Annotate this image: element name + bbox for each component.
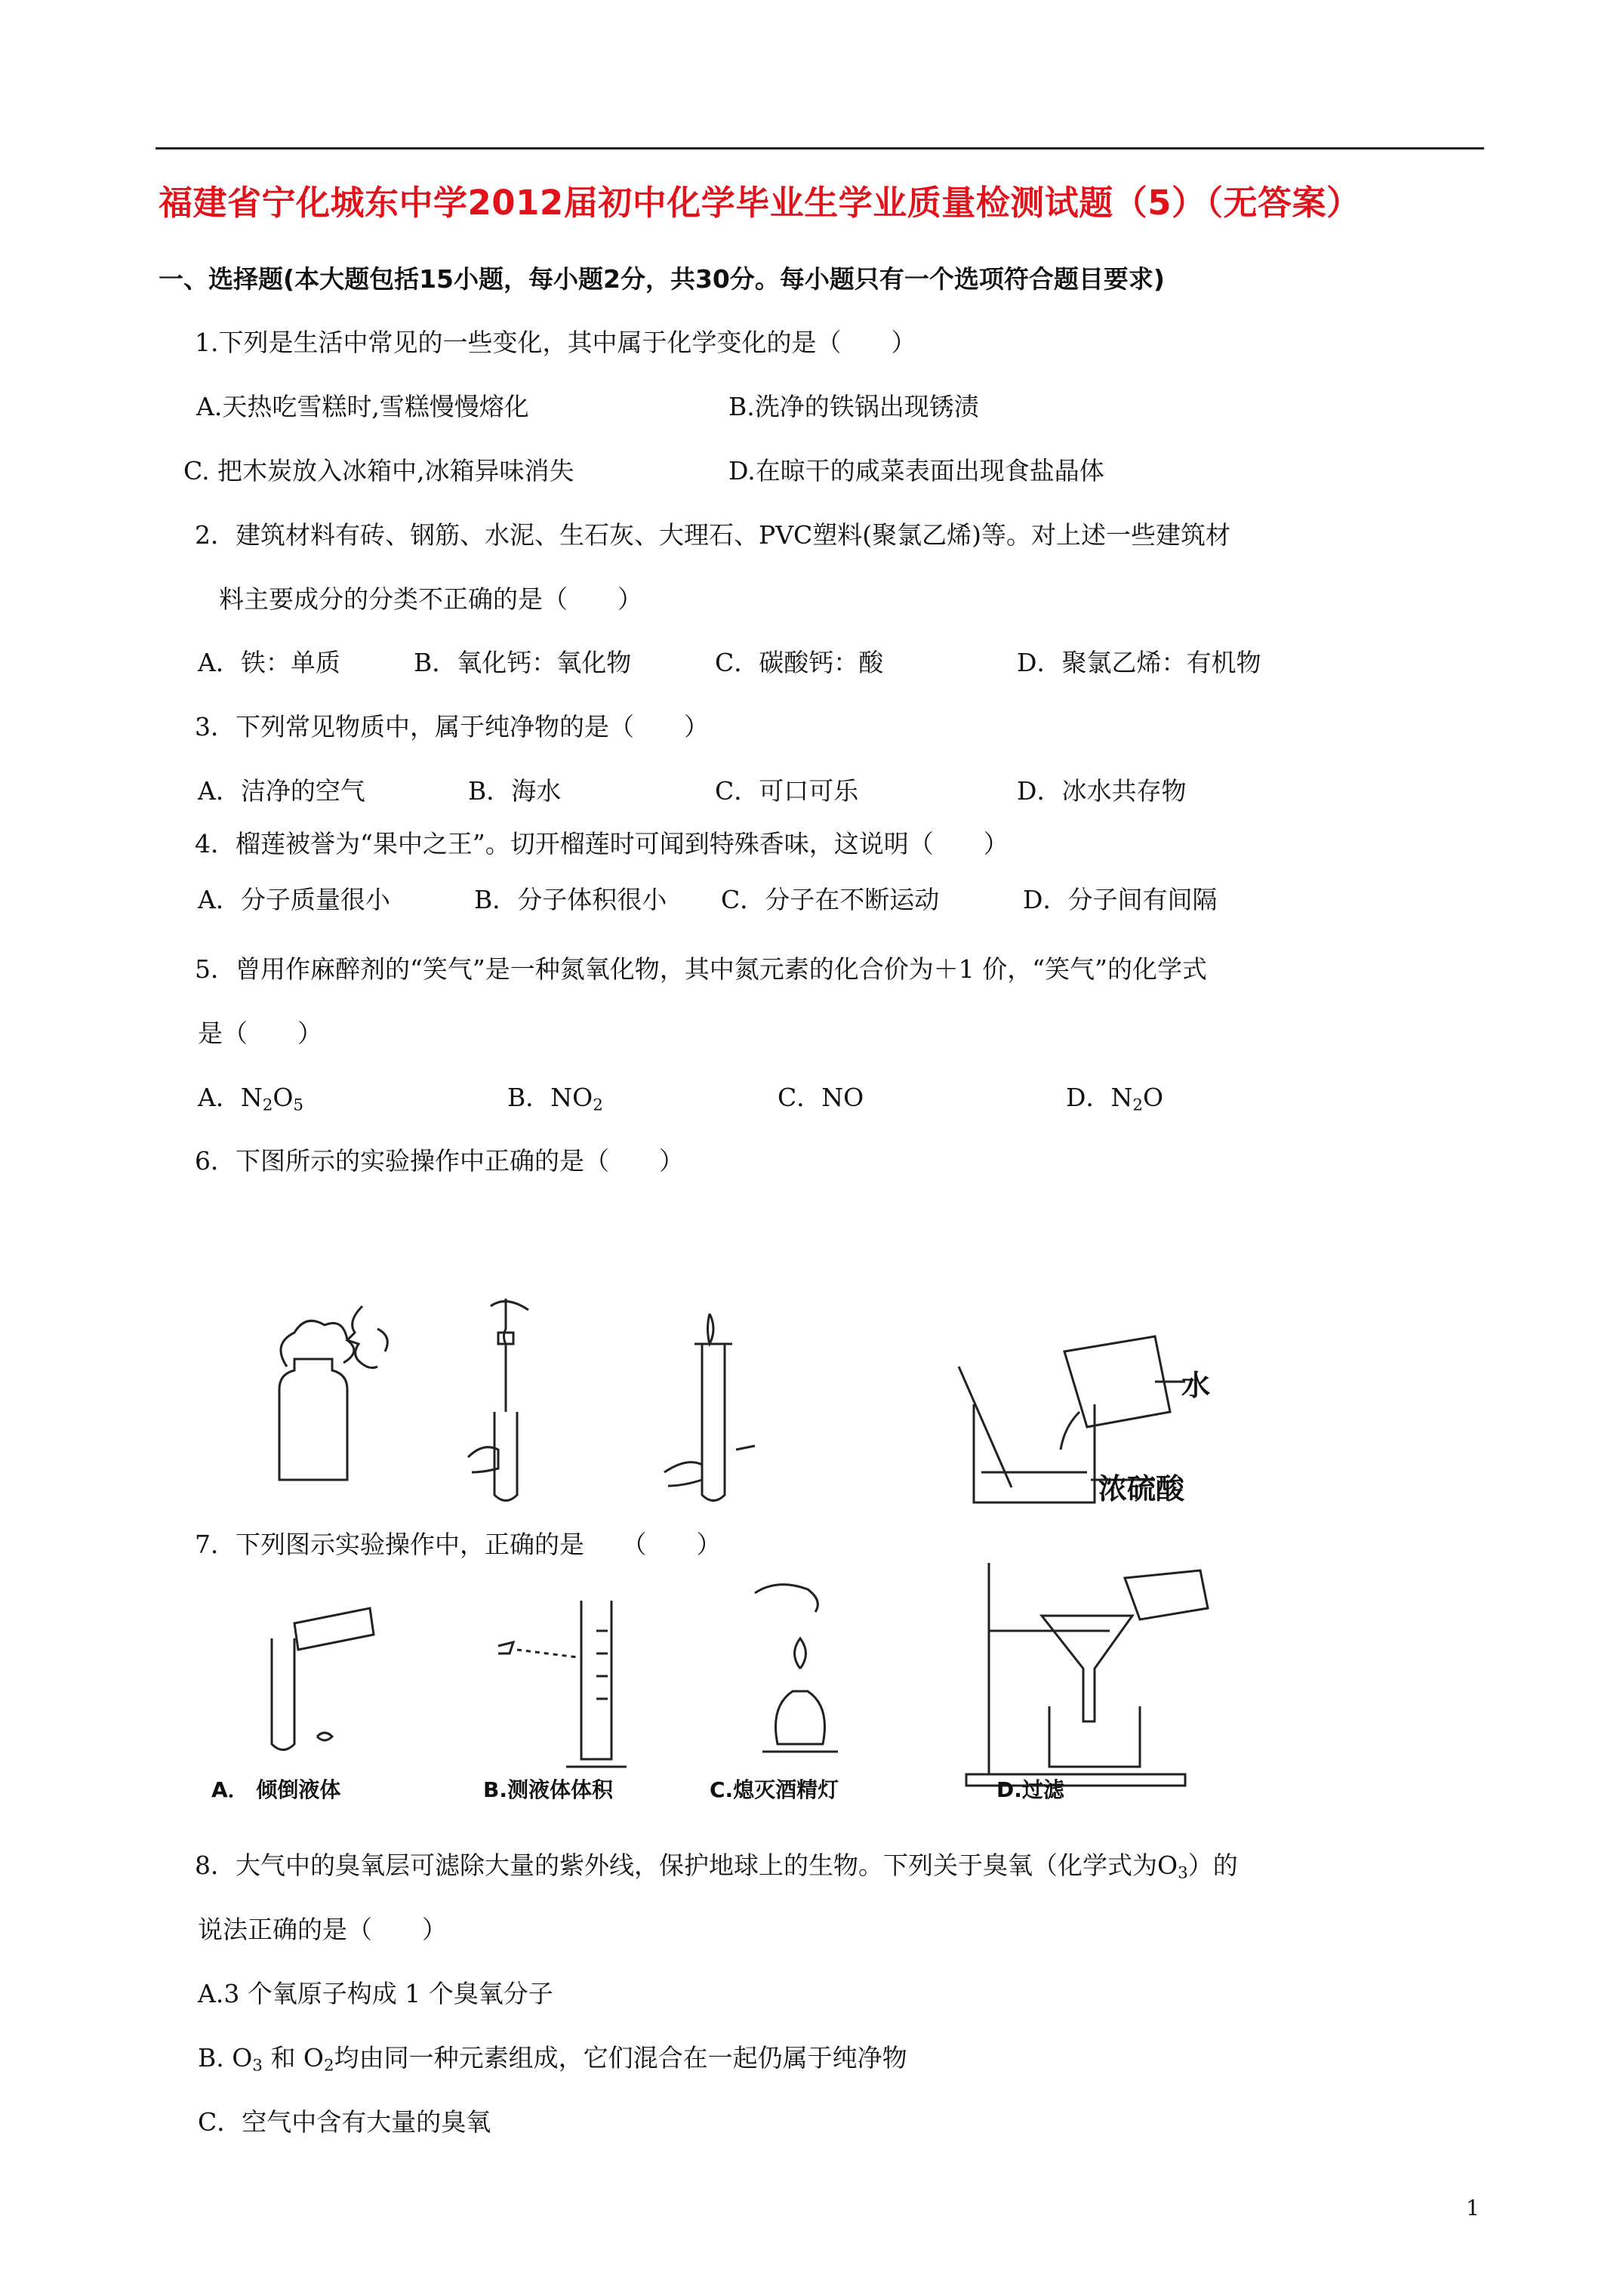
q4-option-a: A．分子质量很小 <box>198 885 390 914</box>
question-5-stem-cont: 是（ ） <box>198 1019 322 1048</box>
dropper-illustration <box>468 1299 528 1501</box>
filtration-illustration <box>966 1563 1208 1786</box>
question-8-stem: 8．大气中的臭氧层可滤除大量的紫外线，保护地球上的生物。下列关于臭氧（化学式为$O_3$）的 <box>195 1851 1238 1883</box>
question-1-stem: 1.下列是生活中常见的一些变化，其中属于化学变化的是（ ） <box>195 328 916 357</box>
q3-option-c: C．可口可乐 <box>715 776 859 806</box>
q4-option-c: C．分子在不断运动 <box>721 885 940 914</box>
smell-gas-illustration <box>279 1306 387 1480</box>
measuring-cylinder-illustration <box>498 1601 627 1767</box>
section-heading: 一、选择题(本大题包括15小题，每小题2分，共30分。每小题只有一个选项符合题目要求) <box>159 264 1165 294</box>
question-3-stem: 3．下列常见物质中，属于纯净物的是（ ） <box>195 712 709 741</box>
q5-option-c: C．NO <box>778 1083 864 1112</box>
q5-option-d: D．$N_2O$ <box>1066 1083 1164 1115</box>
question-2-stem: 2．建筑材料有砖、钢筋、水泥、生石灰、大理石、PVC塑料(聚氯乙烯)等。对上述一些建筑材 <box>195 520 1231 550</box>
q3-option-a: A．洁净的空气 <box>198 776 365 806</box>
q2-option-b: B．氧化钙：氧化物 <box>414 648 632 677</box>
q3-option-d: D．冰水共存物 <box>1017 776 1187 806</box>
q2-option-d: D．聚氯乙烯：有机物 <box>1017 648 1261 677</box>
caption-c: C.熄灭酒精灯 <box>710 1777 839 1802</box>
q8-option-c: C．空气中含有大量的臭氧 <box>198 2107 491 2137</box>
q1-option-b: B.洗净的铁锅出现锈渍 <box>728 392 979 421</box>
q4-option-d: D．分子间有间隔 <box>1023 885 1218 914</box>
question-5-stem: 5．曾用作麻醉剂的“笑气”是一种氮氧化物，其中氮元素的化合价为＋1 价，“笑气”的化学式 <box>195 954 1207 984</box>
q5-option-b: B．$NO_2$ <box>507 1083 603 1115</box>
q1-option-a: A.天热吃雪糕时,雪糕慢慢熔化 <box>196 392 529 421</box>
q8-option-a: A.3 个氧原子构成 1 个臭氧分子 <box>198 1979 553 2008</box>
q6-figure <box>264 1299 1268 1510</box>
q2-option-c: C．碳酸钙：酸 <box>715 648 884 677</box>
q8-option-b: B. $O_3$ 和 $O_2$均由同一种元素组成，它们混合在一起仍属于纯净物 <box>198 2043 907 2076</box>
heating-tube-illustration <box>664 1314 755 1501</box>
page-number: 1 <box>1466 2196 1480 2220</box>
question-7-stem: 7．下列图示实验操作中，正确的是 （ ） <box>195 1530 722 1559</box>
q4-option-b: B．分子体积很小 <box>474 885 667 914</box>
header-rule <box>156 147 1484 149</box>
question-6-stem: 6．下图所示的实验操作中正确的是（ ） <box>195 1146 684 1176</box>
question-8-stem-cont: 说法正确的是（ ） <box>198 1915 447 1944</box>
pouring-liquid-illustration <box>272 1608 374 1750</box>
q1-option-d: D.在晾干的咸菜表面出现食盐晶体 <box>728 456 1104 485</box>
question-2-stem-cont: 料主要成分的分类不正确的是（ ） <box>219 584 642 614</box>
q7-figure <box>204 1555 1238 1804</box>
label-water: 水 <box>1181 1369 1211 1402</box>
alcohol-lamp-illustration <box>755 1585 838 1752</box>
caption-b: B.测液体体积 <box>483 1777 613 1802</box>
q5-option-a: A．$N_2O_5$ <box>198 1083 304 1115</box>
q2-option-a: A．铁：单质 <box>198 648 340 677</box>
page-title: 福建省宁化城东中学2012届初中化学毕业生学业质量检测试题（5）（无答案） <box>159 183 1361 223</box>
q3-option-b: B．海水 <box>468 776 562 806</box>
caption-a: A． 倾倒液体 <box>211 1777 341 1802</box>
label-conc-sulfuric-acid: 浓硫酸 <box>1098 1472 1185 1505</box>
question-4-stem: 4．榴莲被誉为“果中之王”。切开榴莲时可闻到特殊香味，这说明（ ） <box>195 829 1009 858</box>
caption-d: D.过滤 <box>996 1777 1064 1802</box>
q1-option-c: C. 把木炭放入冰箱中,冰箱异味消失 <box>183 456 574 485</box>
